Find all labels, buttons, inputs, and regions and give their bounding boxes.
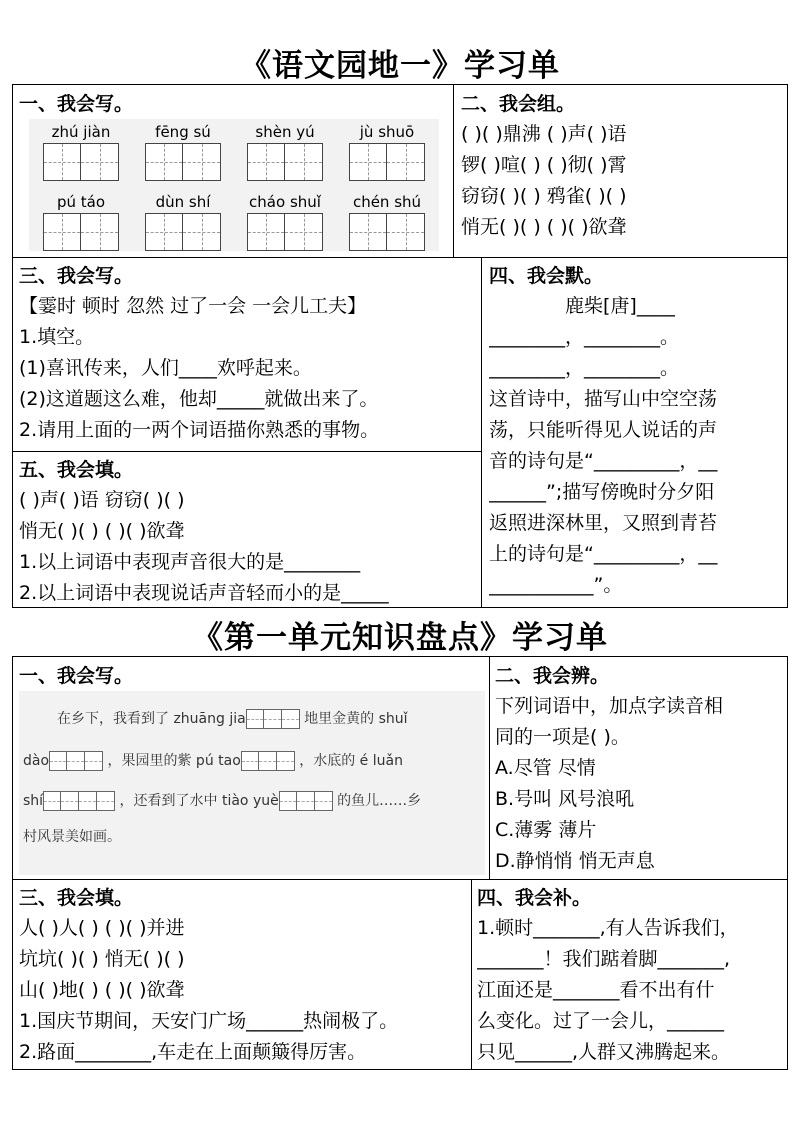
text-line: 1.国庆节期间，天安门广场______热闹极了。 xyxy=(19,1010,399,1032)
section-fill-in xyxy=(19,455,479,607)
section-complete xyxy=(477,883,785,1069)
text-line: 【霎时 顿时 忽然 过了一会 一会儿工夫】 xyxy=(19,295,367,317)
pinyin-box-5[interactable]: pú táo xyxy=(33,193,129,251)
worksheet1-table xyxy=(12,84,788,608)
option-b: B.号叫 风号浪吼 xyxy=(495,788,635,810)
section-heading: 二、我会组。 xyxy=(461,93,576,115)
text-line: (2)这道题这么难，他却_____就做出来了。 xyxy=(19,388,379,410)
section-heading: 四、我会补。 xyxy=(477,887,592,909)
char-box[interactable] xyxy=(79,791,97,811)
section-group-words xyxy=(461,89,785,255)
text-line: 下列词语中，加点字读音相 xyxy=(495,695,724,717)
text-line: _______！我们踮着脚_______, xyxy=(477,948,731,970)
char-box[interactable] xyxy=(85,751,103,771)
section-heading: 五、我会填。 xyxy=(19,459,134,481)
text-line: ( )声( )语 窃窃( )( ) xyxy=(19,489,185,511)
text-line: 2.路面________,车走在上面颠簸得厉害。 xyxy=(19,1041,367,1063)
pinyin-box-4[interactable]: jù shuō xyxy=(339,123,435,181)
pinyin-box-2[interactable]: fēng sú xyxy=(135,123,231,181)
char-box[interactable] xyxy=(246,709,264,729)
section-recite-poem xyxy=(489,261,785,605)
text-line: 坑坑( )( ) 悄无( )( ) xyxy=(19,948,185,970)
pinyin-box-1[interactable]: zhú jiàn xyxy=(33,123,129,181)
char-box[interactable] xyxy=(97,791,115,811)
worksheet2-title: 《第一单元知识盘点》学习单 xyxy=(192,620,608,656)
text-line: 么变化。过了一会儿，______ xyxy=(477,1010,725,1032)
text-line: ( )( )鼎沸 ( )声( )语 xyxy=(461,123,627,145)
text-line: ___________”。 xyxy=(489,574,623,596)
text-line: 1.填空。 xyxy=(19,326,95,348)
text-line: 人( )人( ) ( )( )并进 xyxy=(19,917,185,939)
text-line: 2.请用上面的一两个词语描你熟悉的事物。 xyxy=(19,419,380,441)
text-line: 锣( )喧( ) ( )彻( )霄 xyxy=(461,154,627,176)
section-heading: 四、我会默。 xyxy=(489,265,604,287)
pinyin-box-3[interactable]: shèn yú xyxy=(237,123,333,181)
section-write-words xyxy=(19,261,479,449)
text-line: (1)喜讯传来，人们____欢呼起来。 xyxy=(19,357,312,379)
pinyin-box-7[interactable]: cháo shuǐ xyxy=(237,193,333,251)
char-box[interactable] xyxy=(241,751,259,771)
char-box[interactable] xyxy=(259,751,277,771)
pinyin-box-6[interactable]: dùn shí xyxy=(135,193,231,251)
text-line: 返照进深林里，又照到青苔 xyxy=(489,512,718,534)
text-line: 1.顿时_______,有人告诉我们， xyxy=(477,917,739,939)
text-line: 1.以上词语中表现声音很大的是________ xyxy=(19,551,361,573)
text-line: 音的诗句是“_________，__ xyxy=(489,450,718,472)
text-line: 悄无( )( ) ( )( )欲聋 xyxy=(19,520,185,542)
section-heading: 一、我会写。 xyxy=(19,665,134,687)
section-write-pinyin xyxy=(19,89,449,255)
text-line: 上的诗句是“_________，__ xyxy=(489,543,718,565)
text-line: 山( )地( ) ( )( )欲聋 xyxy=(19,979,185,1001)
char-box[interactable] xyxy=(297,791,315,811)
worksheet1-title: 《语文园地一》学习单 xyxy=(240,48,560,84)
char-box[interactable] xyxy=(67,751,85,771)
section-heading: 三、我会填。 xyxy=(19,887,134,909)
paragraph-line-3: shí ，还看到了水中 tiào yuè 的鱼儿……乡 xyxy=(23,793,422,809)
char-box[interactable] xyxy=(282,709,300,729)
worksheet2-table xyxy=(12,656,788,1070)
char-box[interactable] xyxy=(264,709,282,729)
char-box[interactable] xyxy=(277,751,295,771)
text-line: 这首诗中，描写山中空空荡 xyxy=(489,388,718,410)
text-line: 江面还是_______看不出有什 xyxy=(477,979,715,1001)
text-line: 2.以上词语中表现说话声音轻而小的是_____ xyxy=(19,582,389,604)
paragraph-line-4: 村风景美如画。 xyxy=(23,829,121,845)
section-write-paragraph xyxy=(19,661,485,875)
paragraph-line-1: 在乡下，我看到了 zhuāng jia 地里金黄的 shuǐ xyxy=(57,711,408,727)
paragraph-line-2: dào ，果园里的紫 pú tao ，水底的 é luǎn xyxy=(23,753,403,769)
section-heading: 二、我会辨。 xyxy=(495,665,610,687)
option-a: A.尽管 尽情 xyxy=(495,757,596,779)
char-box[interactable] xyxy=(43,791,61,811)
char-box[interactable] xyxy=(61,791,79,811)
char-box[interactable] xyxy=(315,791,333,811)
text-line: 只见______,人群又沸腾起来。 xyxy=(477,1041,731,1063)
text-line: ________，________。 xyxy=(489,326,680,348)
char-box[interactable] xyxy=(49,751,67,771)
text-line: 同的一项是( )。 xyxy=(495,726,630,748)
text-line: ________，________。 xyxy=(489,357,680,379)
text-line: 悄无( )( ) ( )( )欲聋 xyxy=(461,216,627,238)
section-heading: 三、我会写。 xyxy=(19,265,134,287)
section-heading: 一、我会写。 xyxy=(19,93,134,115)
char-box[interactable] xyxy=(279,791,297,811)
poem-title: 鹿柴[唐]____ xyxy=(565,295,675,317)
text-line: 荡，只能听得见人说话的声 xyxy=(489,419,718,441)
option-d: D.静悄悄 悄无声息 xyxy=(495,850,655,872)
text-line: ______”;描写傍晚时分夕阳 xyxy=(489,481,715,503)
text-line: 窃窃( )( ) 鸦雀( )( ) xyxy=(461,185,627,207)
section-distinguish xyxy=(495,661,785,875)
section-fill-words xyxy=(19,883,469,1069)
option-c: C.薄雾 薄片 xyxy=(495,819,597,841)
pinyin-box-8[interactable]: chén shú xyxy=(339,193,435,251)
